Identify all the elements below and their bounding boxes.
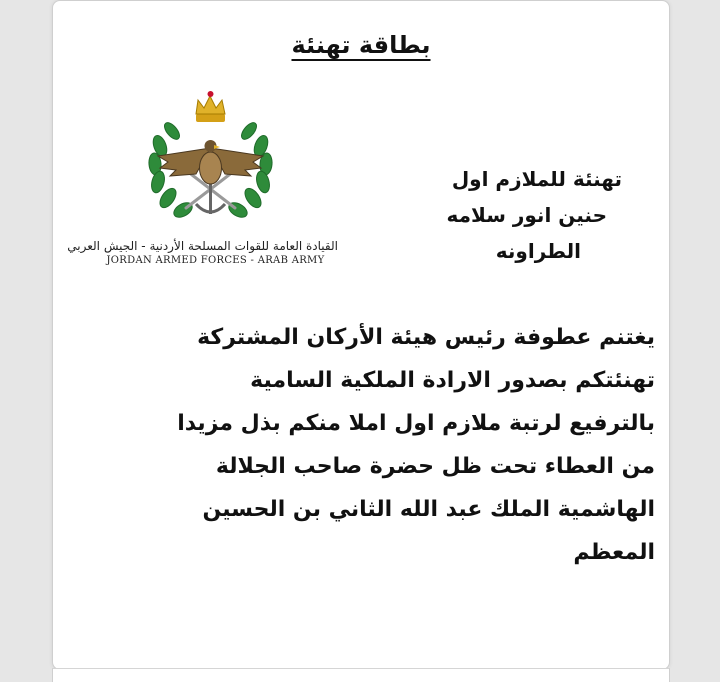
message-line: الهاشمية الملك عبد الله الثاني بن الحسين	[202, 497, 655, 522]
message-body	[65, 316, 655, 574]
message-line: من العطاء تحت ظل حضرة صاحب الجلالة	[215, 454, 655, 479]
recipient-name: حنين انور سلامه	[446, 203, 607, 227]
message-line: بالترفيع لرتبة ملازم اول املا منكم بذل مزيدا	[177, 411, 655, 436]
emblem-arabic-caption: القيادة العامة للقوات المسلحة الأردنية - الجيش العربي	[67, 239, 338, 253]
message-line: المعظم	[573, 540, 655, 565]
jordan-armed-forces-emblem-icon	[138, 86, 283, 231]
recipient-block	[325, 161, 625, 269]
message-line: تهنئتكم بصدور الارادة الملكية السامية	[250, 368, 655, 393]
greeting-card	[52, 0, 670, 670]
emblem-english-caption: JORDAN ARMED FORCES - ARAB ARMY	[106, 255, 325, 266]
recipient-family-name: الطراونه	[495, 239, 581, 263]
message-line: يغتنم عطوفة رئيس هيئة الأركان المشتركة	[197, 325, 655, 350]
card-title: بطاقة تهنئة	[291, 31, 431, 59]
bottom-strip	[52, 668, 670, 682]
recipient-greeting: تهنئة للملازم اول	[451, 167, 622, 191]
